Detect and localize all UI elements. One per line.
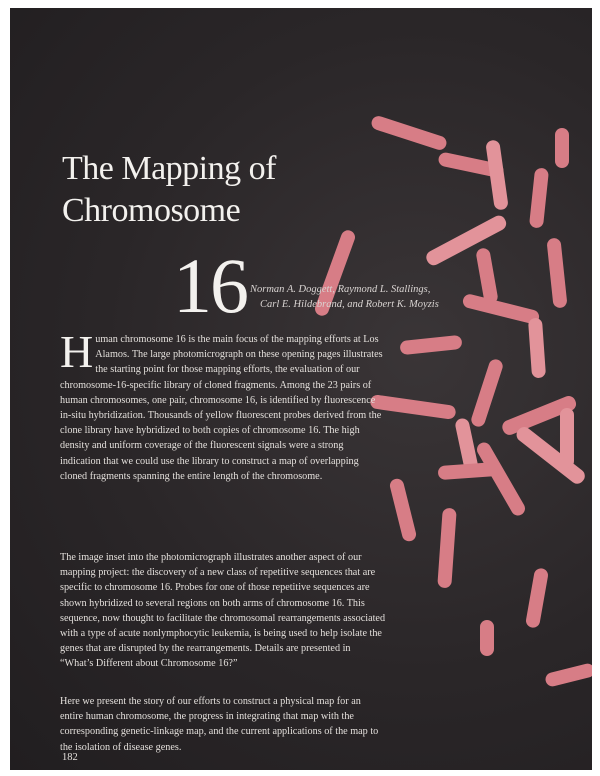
intro-paragraph-text: uman chromosome 16 is the main focus of the mapping efforts at Los Alamos. The large photomicrograph on these opening pages illustrates the starting point for those mapping efforts, the evaluation of our chromosome-16-specific library of cloned fragments. Among the 23 pairs of human chromosomes, one pair, chromosome 16, is identified by fluorescence in-situ hybridization. Thousands of yellow fluorescent probes derived from the clone library have hybridized to both copies of chromosome 16. The high density and uniform coverage of the fluorescent signals were a strong indication that we could use the library to construct a map of overlapping cloned fragments spanning the entire length of the chromosome. [60, 334, 383, 482]
intro-paragraph [60, 326, 386, 484]
page-number: 182 [62, 752, 78, 763]
drop-cap: H [60, 326, 94, 377]
inset-paragraph: The image inset into the photomicrograph illustrates another aspect of our mapping project: the discovery of a new class of repetitive sequences that are specific to chromosome 16. Probes for one of those repetitive sequences are shown hybridized to several regions on both arms of chromosome 16. This sequence, now thought to facilitate the chromosomal rearrangements associated with a type of acute nonlymphocytic leukemia, is being used to help isolate the genes that are disrupted by the rearrangements. Details are presented in “What’s Different about Chromosome 16?” [60, 552, 386, 670]
page-title [62, 148, 276, 232]
title-line-2: Chromosome [62, 192, 241, 229]
author-line-2: Carl E. Hildebrand, and Robert K. Moyzis [260, 299, 439, 310]
chromosome-number: 16 [173, 242, 247, 329]
summary-paragraph: Here we present the story of our efforts to construct a physical map for an entire human chromosome, the progress in integrating that map with the corresponding genetic-linkage map, and the current applications of the map to the isolation of disease genes. [60, 696, 379, 753]
article-page [10, 8, 592, 770]
author-line-1: Norman A. Doggett, Raymond L. Stallings, [250, 284, 431, 295]
author-byline [250, 282, 490, 312]
title-line-1: The Mapping of [62, 150, 276, 187]
